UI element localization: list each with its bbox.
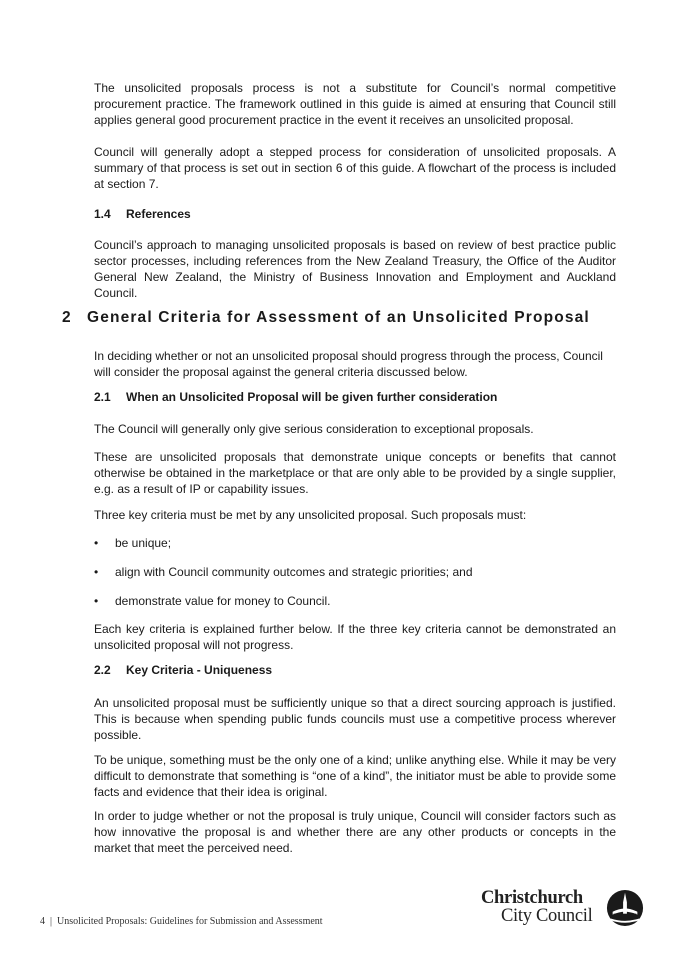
bullet-marker: •	[94, 565, 99, 579]
heading-text: General Criteria for Assessment of an Unsolicited Proposal	[87, 309, 590, 326]
list-item-text: demonstrate value for money to Council.	[115, 594, 331, 608]
paragraph-references: Council’s approach to managing unsolicited proposals is based on review of best practice public sector processes, including references from the New Zealand Treasury, the Office of the Auditor General New Zealand, the Ministry of Business Innovation and Employment and Auckland Council.	[94, 238, 616, 300]
document-title: Unsolicited Proposals: Guidelines for Submission and Assessment	[57, 916, 323, 927]
heading-text: When an Unsolicited Proposal will be given further consideration	[126, 390, 498, 404]
paragraph-general-criteria: In deciding whether or not an unsolicited proposal should progress through the process, Council will consider the proposal against the general criteria discussed below.	[94, 349, 603, 379]
heading-text: Key Criteria - Uniqueness	[126, 663, 273, 677]
paragraph-three-criteria: Three key criteria must be met by any unsolicited proposal. Such proposals must:	[94, 508, 527, 522]
heading-number: 1.4	[94, 207, 111, 221]
page-number: 4	[40, 916, 45, 927]
heading-number: 2.2	[94, 663, 111, 677]
heading-number: 2	[62, 309, 72, 326]
heading-2-1	[94, 389, 497, 405]
christchurch-city-council-logo	[481, 888, 646, 928]
heading-text: References	[126, 207, 191, 221]
cathedral-emblem-icon	[606, 889, 644, 927]
heading-2-2	[94, 662, 272, 678]
logo-text-line2: City Council	[501, 906, 593, 926]
paragraph-explained-further: Each key criteria is explained further below. If the three key criteria cannot be demonstrated an unsolicited proposal will not progress.	[94, 622, 616, 652]
paragraph-stepped-process: Council will generally adopt a stepped process for consideration of unsolicited proposals. A summary of that process is set out in section 6 of this guide. A flowchart of the process is included at section 7.	[94, 145, 616, 191]
paragraph-one-of-a-kind: To be unique, something must be the only one of a kind; unlike anything else. While it may be very difficult to demonstrate that something is “one of a kind”, the initiator must be able to provide some facts and evidence that their idea is original.	[94, 753, 616, 799]
paragraph-exceptional-proposals: The Council will generally only give serious consideration to exceptional proposals.	[94, 422, 534, 436]
paragraph-unique-concepts: These are unsolicited proposals that demonstrate unique concepts or benefits that cannot otherwise be obtained in the marketplace or that are only able to be provided by a single supplier, e.g. as a result of IP or capability issues.	[94, 450, 616, 496]
heading-1-4	[94, 206, 191, 222]
page-footer	[40, 916, 323, 927]
bullet-marker: •	[94, 594, 99, 608]
paragraph-judge-uniqueness: In order to judge whether or not the proposal is truly unique, Council will consider factors such as how innovative the proposal is and whether there are any other products or concepts in the market that meet the perceived need.	[94, 809, 616, 855]
paragraph-procurement-practice: The unsolicited proposals process is not a substitute for Council’s normal competitive procurement practice. The framework outlined in this guide is aimed at ensuring that Council still applies general good procurement practice in the event it receives an unsolicited proposal.	[94, 81, 616, 127]
footer-separator: |	[50, 916, 53, 927]
heading-number: 2.1	[94, 390, 111, 404]
logo-text-line1: Christchurch	[481, 888, 583, 908]
paragraph-sufficiently-unique: An unsolicited proposal must be sufficiently unique so that a direct sourcing approach is justified. This is because when spending public funds councils must use a competitive process wherever possible.	[94, 696, 616, 742]
bullet-marker: •	[94, 536, 99, 550]
list-item-text: be unique;	[115, 536, 172, 550]
list-item-text: align with Council community outcomes and strategic priorities; and	[115, 565, 473, 579]
heading-section-2	[62, 308, 590, 328]
